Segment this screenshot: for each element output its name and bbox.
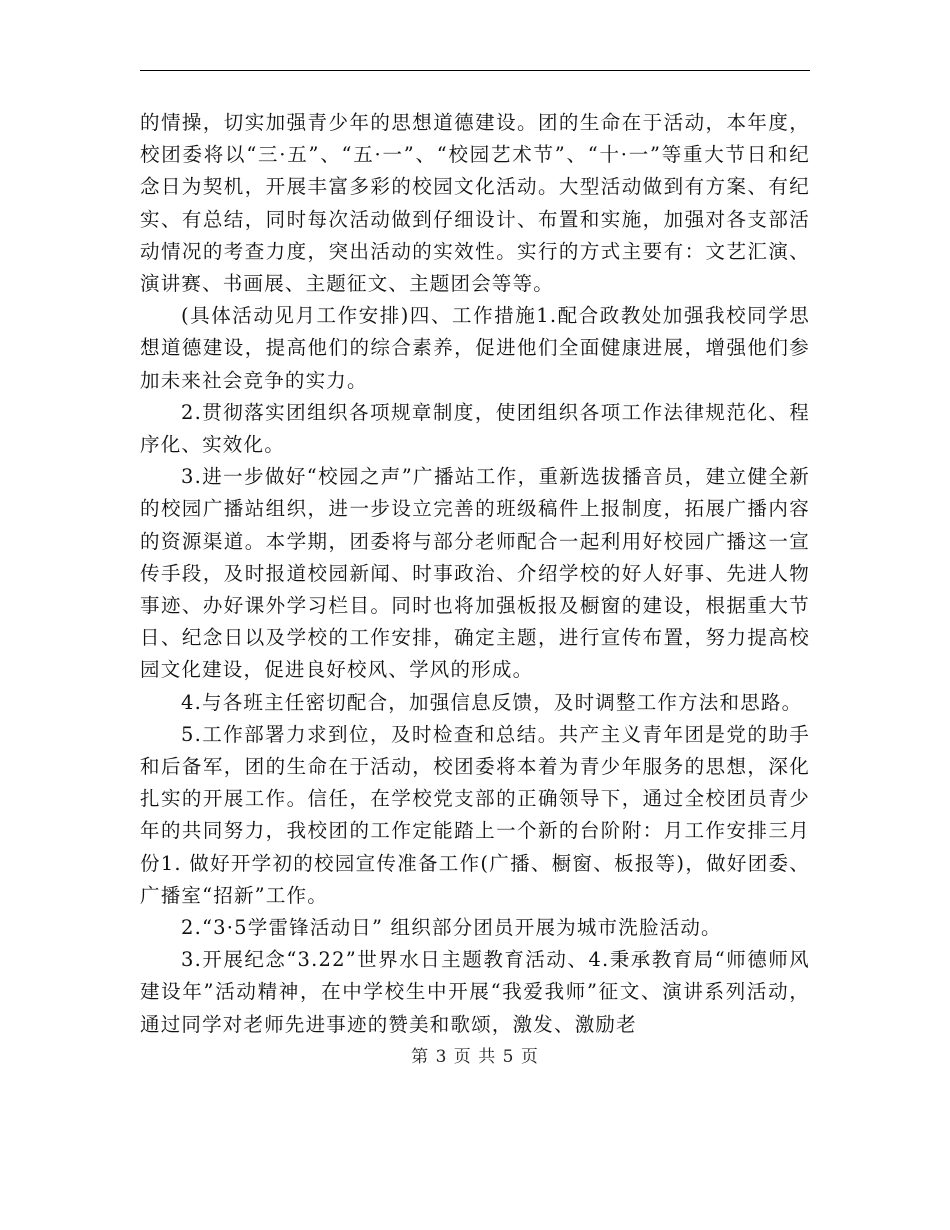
paragraph-8: 3.开展纪念“3.22”世界水日主题教育活动、4.秉承教育局“师德师风建设年”活动精神，在中学校生中开展“我爱我师”征文、演讲系列活动，通过同学对老师先进事迹的赞美和歌颂，激发、激励老 [140,948,810,1036]
paragraph-6: 5.工作部署力求到位，及时检查和总结。共产主义青年团是党的助手和后备军，团的生命在于活动，校团委将本着为青少年服务的思想，深化扎实的开展工作。信任，在学校党支部的正确领导下，通过全校团员青少年的共同努力，我校团的工作定能踏上一个新的台阶附：月工作安排三月份1. 做好开学初的校园宣传准备工作(广播、橱窗、板报等)，做好团委、广播室“招新”工作。 [140,722,810,907]
paragraph-5: 4.与各班主任密切配合，加强信息反馈，及时调整工作方法和思路。 [181,690,803,714]
header-rule [140,70,810,71]
paragraph-7: 2.“3·5学雷锋活动日” 组织部分团员开展为城市洗脸活动。 [181,916,722,940]
paragraph-4: 3.进一步做好“校园之声”广播站工作，重新选拔播音员，建立健全新的校园广播站组织，进一步设立完善的班级稿件上报制度，拓展广播内容的资源渠道。本学期，团委将与部分老师配合一起利用好校园广播这一宣传手段，及时报道校园新闻、时事政治、介绍学校的好人好事、先进人物事迹、办好课外学习栏目。同时也将加强板报及橱窗的建设，根据重大节日、纪念日以及学校的工作安排，确定主题，进行宣传布置，努力提高校园文化建设，促进良好校风、学风的形成。 [140,465,810,682]
paragraph-2: (具体活动见月工作安排)四、工作措施1.配合政教处加强我校同学思想道德建设，提高他们的综合素养，促进他们全面健康进展，增强他们参加未来社会竞争的实力。 [140,304,810,392]
document-body [140,107,810,1041]
paragraph-3: 2.贯彻落实团组织各项规章制度，使团组织各项工作法律规范化、程序化、实效化。 [140,400,810,457]
paragraph-1: 的情操，切实加强青少年的思想道德建设。团的生命在于活动，本年度，校团委将以“三·五”、“五·一”、“校园艺术节”、“十·一”等重大节日和纪念日为契机，开展丰富多彩的校园文化活动。大型活动做到有方案、有纪实、有总结，同时每次活动做到仔细设计、布置和实施，加强对各支部活动情况的考查力度，突出活动的实效性。实行的方式主要有：文艺汇演、演讲赛、书画展、主题征文、主题团会等等。 [140,111,810,296]
page-number-footer: 第 3 页 共 5 页 [411,1047,539,1067]
